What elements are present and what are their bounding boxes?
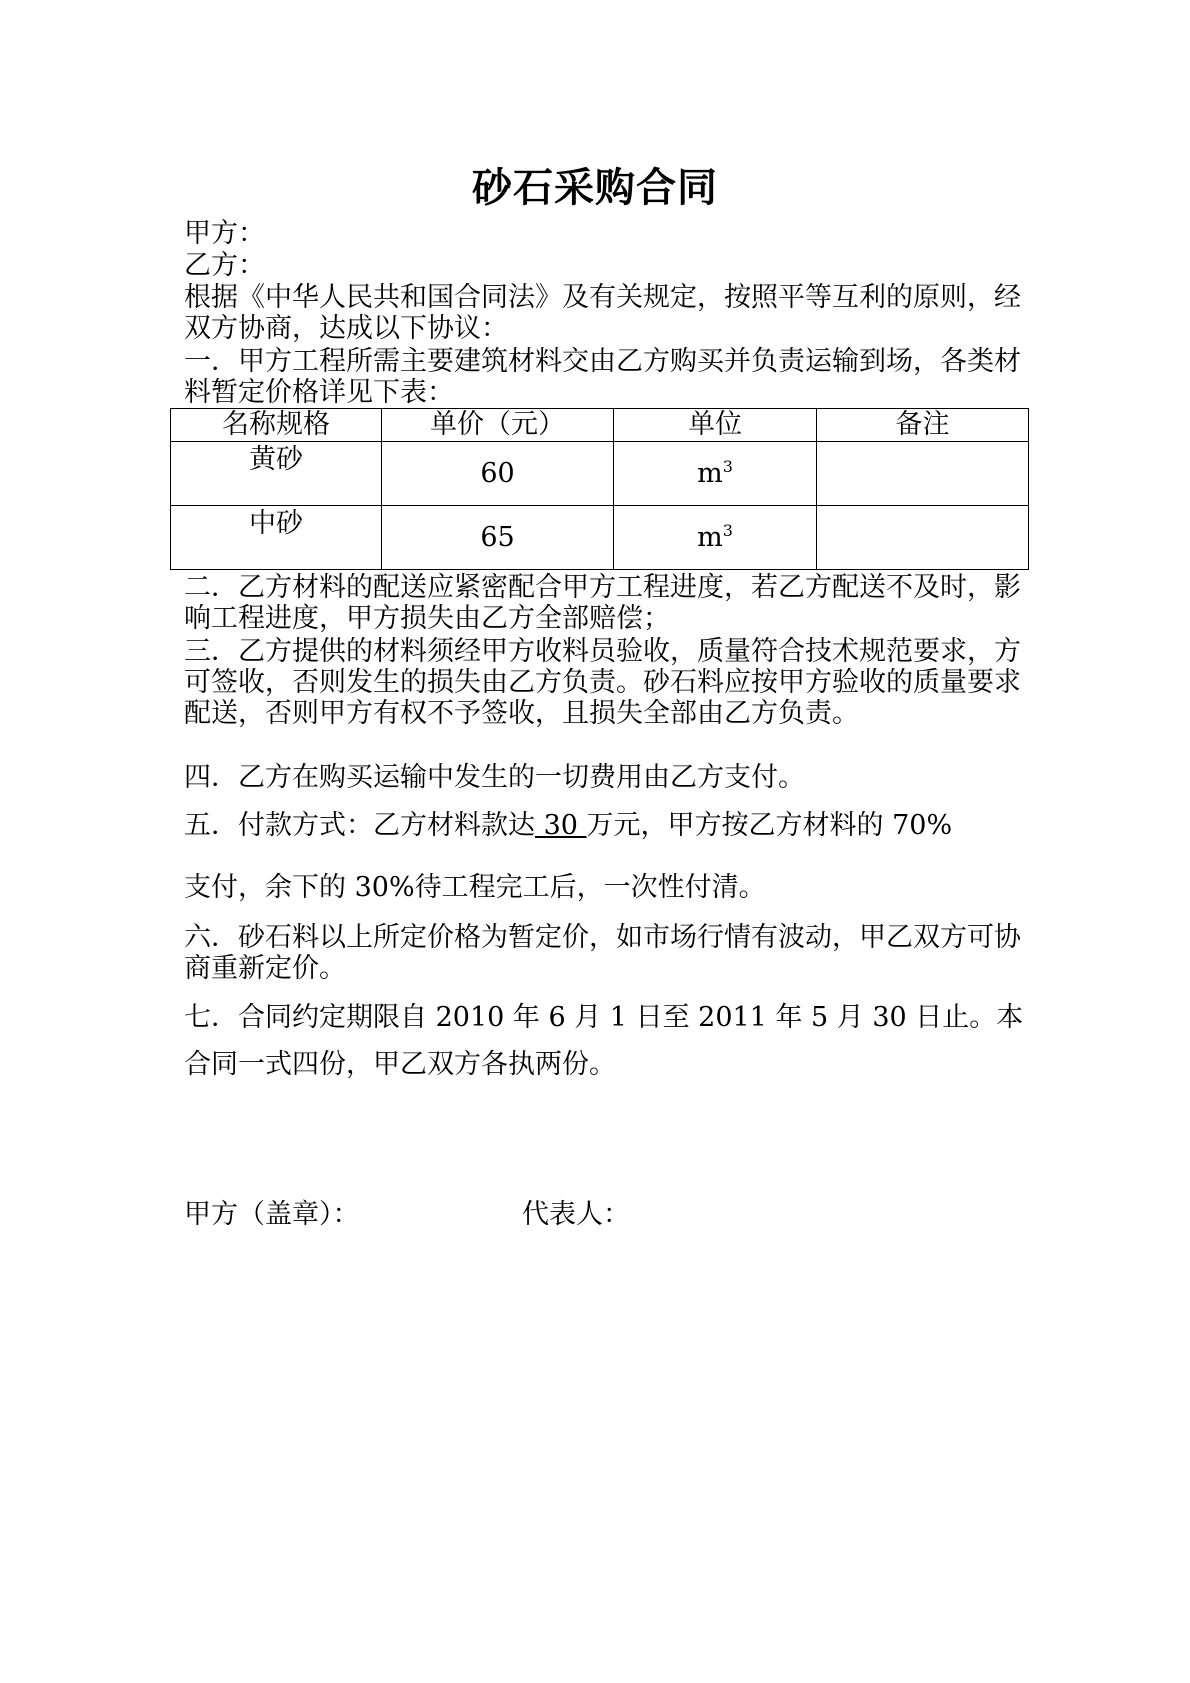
clause-5-amount: 30 [535,810,587,841]
signature-party-a: 甲方（盖章）： [184,1199,360,1230]
header-unit: 单位 [614,409,817,442]
table-header-row [171,409,1029,442]
unit-base: m [697,458,723,489]
material-price: 60 [382,442,614,506]
material-remark [817,506,1029,570]
intro-paragraph: 根据《中华人民共和国合同法》及有关规定，按照平等互利的原则，经双方协商，达成以下协议： [184,282,1021,344]
party-a-line: 甲方： [184,218,265,249]
header-remark: 备注 [817,409,1029,442]
clause-5-line-2: 支付，余下的 30%待工程完工后，一次性付清。 [184,872,766,903]
clause-5-suffix: 万元，甲方按乙方材料的 70% [586,810,953,841]
clause-2: 二．乙方材料的配送应紧密配合甲方工程进度，若乙方配送不及时，影响工程进度，甲方损失由乙方全部赔偿； [184,572,1021,634]
clause-7-line-1: 七．合同约定期限自 2010 年 6 月 1 日至 2011 年 5 月 30 日止。本 [184,1002,1024,1033]
material-remark [817,442,1029,506]
clause-4: 四．乙方在购买运输中发生的一切费用由乙方支付。 [184,762,805,793]
clause-6: 六．砂石料以上所定价格为暂定价，如市场行情有波动，甲乙双方可协商重新定价。 [184,922,1021,984]
header-name-spec: 名称规格 [171,409,382,442]
unit-exponent: 3 [722,457,733,476]
material-name: 中砂 [171,506,382,570]
table-row [171,506,1029,570]
material-unit [614,506,817,570]
clause-1: 一．甲方工程所需主要建筑材料交由乙方购买并负责运输到场，各类材料暂定价格详见下表： [184,346,1021,408]
document-title: 砂石采购合同 [472,164,718,211]
clause-3: 三．乙方提供的材料须经甲方收料员验收，质量符合技术规范要求，方可签收，否则发生的损失由乙方负责。砂石料应按甲方验收的质量要求配送，否则甲方有权不予签收，且损失全部由乙方负责。 [184,636,1021,729]
unit-exponent: 3 [722,521,733,540]
clause-5-prefix: 五．付款方式：乙方材料款达 [184,810,535,841]
materials-price-table [170,408,1029,570]
clause-5-line-1 [184,810,1024,841]
party-b-line: 乙方： [184,250,265,281]
material-name: 黄砂 [171,442,382,506]
signature-representative: 代表人： [522,1199,630,1230]
material-price: 65 [382,506,614,570]
material-unit [614,442,817,506]
unit-base: m [697,522,723,553]
clause-7-line-2: 合同一式四份，甲乙双方各执两份。 [184,1049,616,1080]
table-row [171,442,1029,506]
header-unit-price: 单价（元） [382,409,614,442]
